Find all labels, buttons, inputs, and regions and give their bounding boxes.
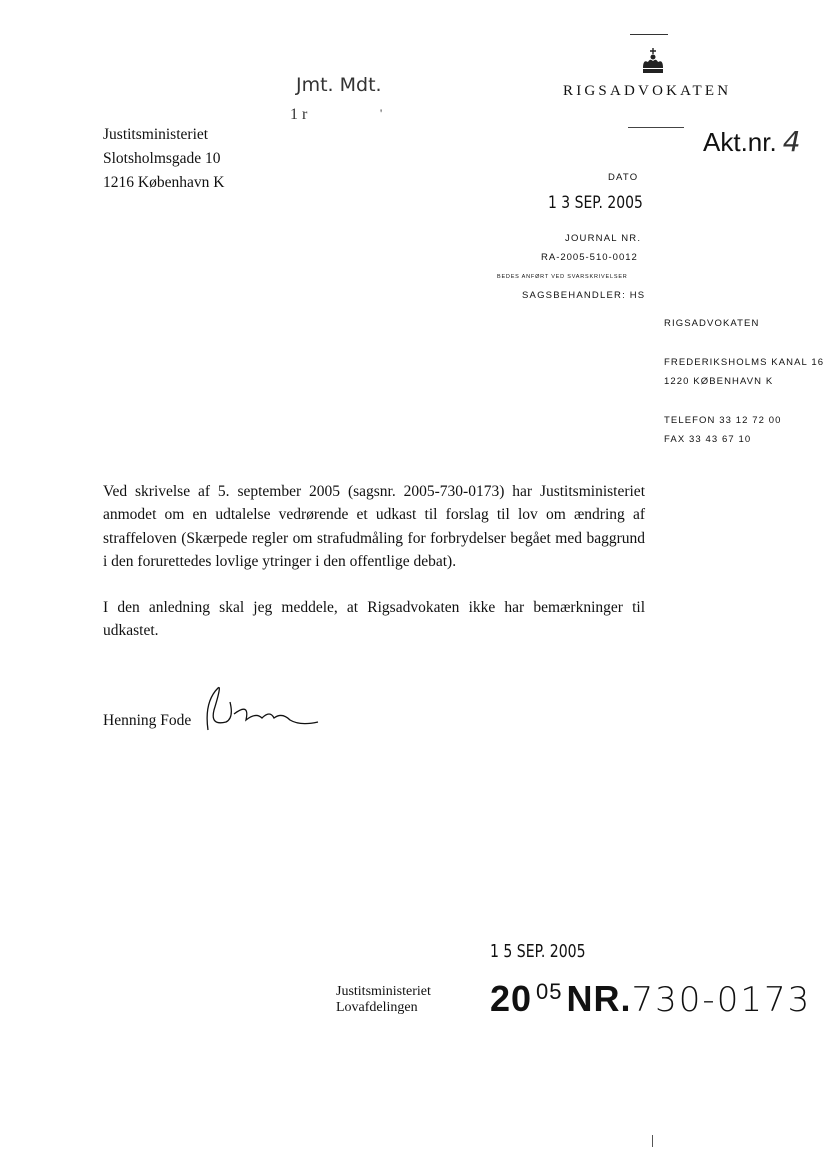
handwritten-mark: ' <box>380 106 383 120</box>
case-year: 20 <box>490 978 533 1019</box>
case-nr-label: NR. <box>566 978 632 1019</box>
journal-label: JOURNAL NR. <box>565 233 642 244</box>
sender-city: 1220 KØBENHAVN K <box>664 376 774 387</box>
signatory-name: Henning Fode <box>103 712 192 729</box>
recipient-line-2: Slotsholmsgade 10 <box>103 150 221 167</box>
divider <box>630 34 668 35</box>
sender-fax: FAX 33 43 67 10 <box>664 434 752 445</box>
case-number-stamp <box>490 978 811 1020</box>
crown-icon <box>640 46 666 81</box>
akt-number: 4 <box>782 125 801 158</box>
body-paragraph-2: I den anledning skal jeg meddele, at Rigsadvokaten ikke har bemærkninger til udkastet. <box>103 599 645 640</box>
handwritten-mark: 1 r <box>290 106 308 123</box>
date-label: DATO <box>608 172 639 183</box>
receipt-department-1: Justitsministeriet <box>336 984 431 999</box>
journal-number: RA-2005-510-0012 <box>541 252 638 263</box>
receipt-department-2: Lovafdelingen <box>336 1000 418 1015</box>
akt-label: Akt.nr. <box>703 127 777 157</box>
sender-street: FREDERIKSHOLMS KANAL 16 <box>664 357 824 368</box>
organization-name: RIGSADVOKATEN <box>563 83 732 99</box>
date-stamp: 1 3 SEP. 2005 <box>548 193 643 213</box>
divider <box>628 127 684 128</box>
receipt-date-stamp: 1 5 SEP. 2005 <box>490 941 586 962</box>
case-number: 730-0173 <box>631 980 812 1020</box>
reference-note: BEDES ANFØRT VED SVARSKRIVELSER <box>497 274 628 280</box>
case-handler: SAGSBEHANDLER: HS <box>522 290 646 301</box>
signature <box>200 682 320 747</box>
scan-mark <box>652 1135 653 1147</box>
recipient-line-3: 1216 København K <box>103 174 225 191</box>
akt-number-stamp <box>703 125 801 158</box>
received-stamp: Jmt. Mdt. <box>296 74 382 96</box>
case-year-suffix: 05 <box>536 979 563 1004</box>
body-paragraph-1: Ved skrivelse af 5. september 2005 (sagsnr. 2005-730-0173) har Justitsministeriet anmodet om en udtalelse vedrørende et udkast til forslag til lov om ændring af straffeloven (Skærpede regler om strafudmåling for forbrydelser begået med baggrund i den forurettedes lovlige ytringer i den offentlige debat). <box>103 483 645 570</box>
sender-name: RIGSADVOKATEN <box>664 318 760 329</box>
sender-phone: TELEFON 33 12 72 00 <box>664 415 782 426</box>
recipient-line-1: Justitsministeriet <box>103 126 209 143</box>
